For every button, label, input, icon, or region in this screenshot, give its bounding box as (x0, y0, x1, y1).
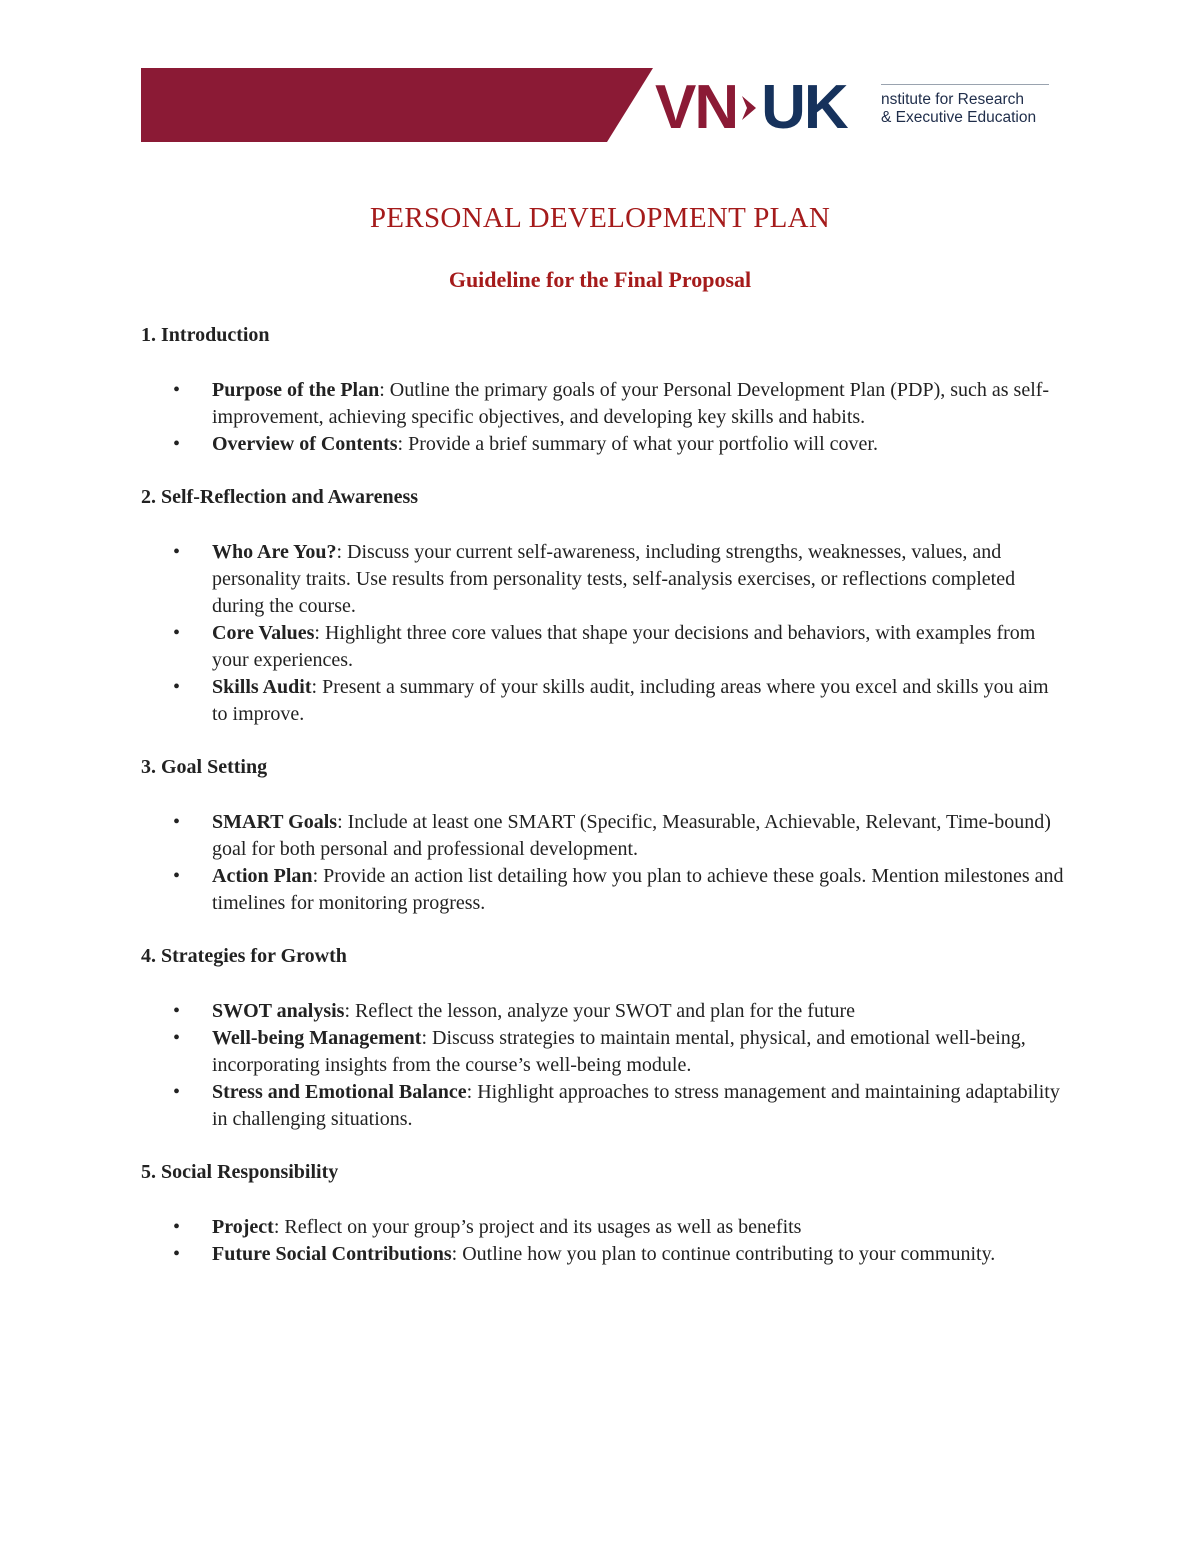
list-item (141, 1025, 1066, 1079)
bullet-icon: • (173, 433, 181, 455)
list-item (141, 539, 1066, 620)
item-text: : Outline the primary goals of your Personal Development Plan (PDP), such as self-improvement, achieving specific objectives, and developing key skills and habits. (212, 379, 1050, 428)
bullet-icon: • (173, 811, 181, 833)
section-goal-setting (141, 754, 1066, 917)
logo-vn-text: VN (655, 73, 738, 142)
item-text: : Reflect the lesson, analyze your SWOT and plan for the future (344, 1000, 856, 1022)
list-item (141, 377, 1066, 431)
item-term: Well-being Management (212, 1027, 422, 1049)
section-introduction (141, 322, 1066, 458)
item-text: : Include at least one SMART (Specific, Measurable, Achievable, Relevant, Time-bound) goal for both personal and professional development. (212, 811, 1051, 860)
list-item (141, 998, 1066, 1025)
bullet-list (141, 809, 1066, 917)
bullet-list (141, 998, 1066, 1133)
institute-line-1: nstitute for Research (881, 91, 1025, 108)
vnuk-logo (655, 73, 847, 142)
list-item (141, 431, 1066, 458)
item-term: Skills Audit (212, 676, 312, 698)
list-item (141, 1241, 1066, 1268)
item-term: SWOT analysis (212, 1000, 345, 1022)
document-title: PERSONAL DEVELOPMENT PLAN (369, 202, 831, 234)
section-social-responsibility (141, 1159, 1066, 1268)
item-text: : Reflect on your group’s project and its usages as well as benefits (273, 1216, 802, 1238)
bullet-icon: • (173, 1081, 181, 1103)
bullet-icon: • (173, 676, 181, 698)
list-item (141, 1214, 1066, 1241)
item-text: : Discuss your current self-awareness, including strengths, weaknesses, values, and personality traits. Use results from personality tests, self-analysis exercises, or reflections completed during the course. (212, 541, 1016, 617)
item-term: Stress and Emotional Balance (212, 1081, 467, 1103)
bullet-list (141, 377, 1066, 458)
bullet-icon: • (173, 622, 181, 644)
item-term: Overview of Contents (212, 433, 398, 455)
bullet-list (141, 1214, 1066, 1268)
document-body (141, 322, 1066, 1294)
list-item (141, 809, 1066, 863)
bullet-icon: • (173, 1027, 181, 1049)
item-text: : Highlight approaches to stress management and maintaining adaptability in challenging situations. (212, 1081, 1060, 1130)
item-term: Project (212, 1216, 274, 1238)
list-item (141, 863, 1066, 917)
bullet-icon: • (173, 1000, 181, 1022)
item-text: : Discuss strategies to maintain mental, physical, and emotional well-being, incorporating insights from the course’s well-being module. (212, 1027, 1026, 1076)
bullet-icon: • (173, 379, 181, 401)
item-text: : Present a summary of your skills audit, including areas where you excel and skills you aim to improve. (212, 676, 1049, 725)
item-text: : Provide an action list detailing how you plan to achieve these goals. Mention milestones and timelines for monitoring progress. (212, 865, 1064, 914)
header-banner (141, 68, 653, 142)
item-text: : Highlight three core values that shape your decisions and behaviors, with examples from your experiences. (212, 622, 1036, 671)
item-term: Core Values (212, 622, 315, 644)
section-heading: 5. Social Responsibility (141, 1161, 339, 1183)
bullet-icon: • (173, 1216, 181, 1238)
list-item (141, 674, 1066, 728)
bullet-icon: • (173, 541, 181, 563)
section-strategies (141, 943, 1066, 1133)
institute-line-2: & Executive Education (881, 109, 1037, 126)
item-term: Purpose of the Plan (212, 379, 380, 401)
bullet-icon: • (173, 1243, 181, 1265)
document-subtitle: Guideline for the Final Proposal (448, 267, 752, 292)
logo-arrow-icon (740, 90, 758, 126)
item-term: Future Social Contributions (212, 1243, 452, 1265)
list-item (141, 620, 1066, 674)
section-heading: 1. Introduction (141, 324, 270, 346)
list-item (141, 1079, 1066, 1133)
section-heading: 2. Self-Reflection and Awareness (141, 486, 419, 508)
item-term: Who Are You? (212, 541, 337, 563)
bullet-icon: • (173, 865, 181, 887)
section-self-reflection (141, 484, 1066, 728)
section-heading: 4. Strategies for Growth (141, 945, 347, 967)
item-term: Action Plan (212, 865, 313, 887)
item-term: SMART Goals (212, 811, 338, 833)
item-text: : Provide a brief summary of what your portfolio will cover. (397, 433, 878, 455)
logo-uk-text: UK (761, 73, 847, 142)
item-text: : Outline how you plan to continue contributing to your community. (451, 1243, 996, 1265)
institute-name (881, 84, 1049, 127)
bullet-list (141, 539, 1066, 728)
section-heading: 3. Goal Setting (141, 756, 268, 778)
